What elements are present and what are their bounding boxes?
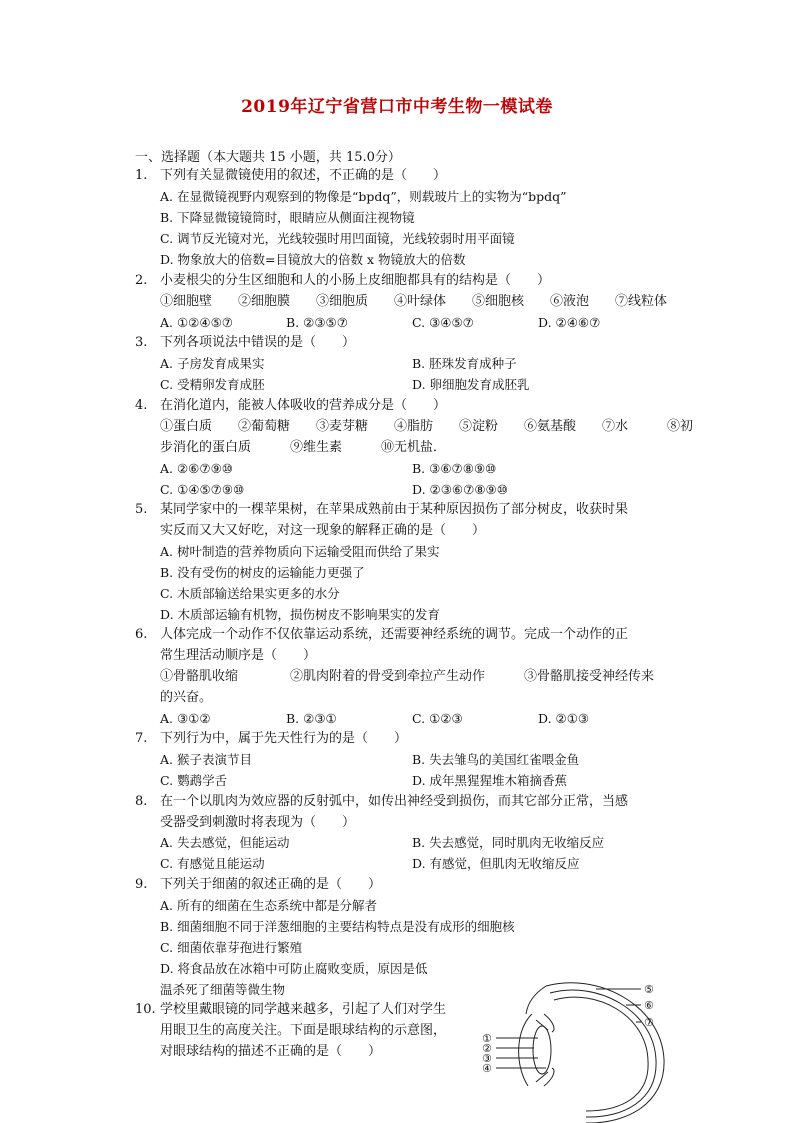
question-stem-line: 对眼球结构的描述不正确的是（ ） [160, 1044, 382, 1059]
eye-structure-diagram [476, 974, 668, 1123]
answer-option: A. 子房发育成果实 [160, 356, 265, 371]
answer-option: A. 所有的细菌在生态系统中都是分解者 [160, 898, 377, 913]
answer-option: A. ③①② [160, 711, 211, 726]
cornea-line [519, 1014, 532, 1086]
section-heading: 一、选择题（本大题共 15 小题，共 15.0分） [135, 150, 401, 165]
answer-option: D. 将食品放在冰箱中可防止腐败变质，原因是低 [160, 961, 428, 976]
figure-label-6: ⑥ [644, 999, 654, 1012]
question-stem-line: 下列各项说法中错误的是（ ） [160, 335, 356, 350]
answer-option: B. ②③⑤⑦ [286, 315, 348, 330]
answer-option: C. ①②③ [412, 711, 463, 726]
question-stem-line: 的兴奋。 [160, 690, 213, 705]
answer-option: C. ③④⑤⑦ [412, 315, 474, 330]
question-stem-line: 某同学家中的一棵苹果树，在苹果成熟前由于某种原因损伤了部分树皮，收获时果 [160, 502, 629, 517]
question-stem-line: 下列关于细菌的叙述正确的是（ ） [160, 877, 382, 892]
question-number: 2. [135, 273, 148, 288]
question-number: 8. [135, 794, 148, 809]
question-stem-line: 步消化的蛋白质 ⑨维生素 ⑩无机盐． [160, 440, 447, 455]
answer-option: C. 有感觉且能运动 [160, 856, 265, 871]
question-number: 1. [135, 168, 148, 183]
answer-option: B. 细菌细胞不同于洋葱细胞的主要结构特点是没有成形的细胞核 [160, 919, 515, 934]
answer-option: B. 胚珠发育成种子 [412, 356, 517, 371]
answer-option: D. ②④⑥⑦ [538, 315, 601, 330]
question-number: 3. [135, 335, 148, 350]
answer-option: B. 下降显微镜镜筒时，眼睛应从侧面注视物镜 [160, 210, 415, 225]
figure-label-4: ④ [482, 1062, 492, 1075]
question-stem-line: 常生理活动顺序是（ ） [160, 648, 317, 663]
sclera-line-front [526, 986, 546, 1014]
answer-option: B. ②③① [286, 711, 337, 726]
question-stem-line: 实反而又大又好吃，对这一现象的解释正确的是（ ） [160, 523, 486, 538]
figure-label-3: ③ [482, 1052, 492, 1065]
answer-option: A. ②⑥⑦⑨⑩ [160, 461, 234, 476]
answer-option: A. 猴子表演节目 [160, 752, 252, 767]
figure-label-5: ⑤ [644, 983, 654, 996]
question-stem-line: ①细胞壁 ②细胞膜 ③细胞质 ④叶绿体 ⑤细胞核 ⑥液泡 ⑦线粒体 [160, 294, 668, 309]
ciliary-lines [544, 1014, 554, 1086]
answer-option: D. ②③⑥⑦⑧⑨⑩ [412, 482, 508, 497]
figure-label-7: ⑦ [644, 1016, 654, 1029]
question-number: 6. [135, 627, 148, 642]
question-stem-line: 受器受到刺激时将表现为（ ） [160, 815, 356, 830]
question-number: 9. [135, 877, 148, 892]
question-stem-line: 小麦根尖的分生区细胞和人的小肠上皮细胞都具有的结构是（ ） [160, 273, 551, 288]
figure-label-2: ② [482, 1042, 492, 1055]
figure-label-1: ① [482, 1032, 492, 1045]
page-title: 2019年辽宁省营口市中考生物一模试卷 [241, 97, 553, 117]
answer-option: D. ②①③ [538, 711, 590, 726]
answer-option: B. 没有受伤的树皮的运输能力更强了 [160, 565, 365, 580]
answer-option: C. ①④⑤⑦⑨⑩ [160, 482, 245, 497]
answer-option: B. ③⑥⑦⑧⑨⑩ [412, 461, 497, 476]
question-stem-line: 人体完成一个动作不仅依靠运动系统，还需要神经系统的调节。完成一个动作的正 [160, 627, 629, 642]
question-stem-line: 在消化道内，能被人体吸收的营养成分是（ ） [160, 398, 447, 413]
question-stem-line: 学校里戴眼镜的同学越来越多，引起了人们对学生 [160, 1002, 447, 1017]
answer-option: C. 木质部输送给果实更多的水分 [160, 586, 340, 601]
answer-option: A. 树叶制造的营养物质向下运输受阻而供给了果实 [160, 544, 440, 559]
answer-option: A. ①②④⑤⑦ [160, 315, 234, 330]
question-stem-line: 下列有关显微镜使用的叙述，不正确的是（ ） [160, 168, 447, 183]
question-stem-line: 在一个以肌肉为效应器的反射弧中，如传出神经受到损伤，而其它部分正常，当感 [160, 794, 629, 809]
lens-shape [533, 1026, 551, 1074]
answer-option: C. 细菌依靠芽孢进行繁殖 [160, 940, 303, 955]
answer-option: C. 鹦鹉学舌 [160, 773, 228, 788]
answer-option: C. 调节反光镜对光，光线较强时用凹面镜，光线较弱时用平面镜 [160, 231, 515, 246]
answer-option: A. 失去感觉，但能运动 [160, 835, 290, 850]
answer-option: A. 在显微镜视野内观察到的物像是“bpdq”，则载玻片上的实物为“bpdq” [160, 189, 567, 204]
answer-option: D. 卵细胞发育成胚乳 [412, 377, 530, 392]
question-stem-line: ①蛋白质 ②葡萄糖 ③麦芽糖 ④脂肪 ⑤淀粉 ⑥氨基酸 ⑦水 ⑧初 [160, 419, 694, 434]
question-number: 10. [135, 1002, 156, 1017]
answer-option: D. 成年黑猩猩堆木箱摘香蕉 [412, 773, 568, 788]
answer-option: C. 受精卵发育成胚 [160, 377, 265, 392]
question-stem-line: 下列行为中，属于先天性行为的是（ ） [160, 731, 408, 746]
answer-option: D. 有感觉，但肌肉无收缩反应 [412, 856, 580, 871]
question-number: 5. [135, 502, 148, 517]
answer-option: 温杀死了细菌等微生物 [160, 982, 286, 997]
answer-option: D. 物象放大的倍数=目镜放大的倍数 x 物镜放大的倍数 [160, 252, 466, 267]
question-stem-line: ①骨骼肌收缩 ②肌肉附着的骨受到牵拉产生动作 ③骨骼肌接受神经传来 [160, 669, 655, 684]
answer-option: B. 失去雏鸟的美国红雀喂金鱼 [412, 752, 580, 767]
answer-option: B. 失去感觉，同时肌肉无收缩反应 [412, 835, 605, 850]
answer-option: D. 木质部运输有机物，损伤树皮不影响果实的发育 [160, 607, 441, 622]
question-number: 4. [135, 398, 148, 413]
question-stem-line: 用眼卫生的高度关注。下面是眼球结构的示意图， [160, 1023, 447, 1038]
question-number: 7. [135, 731, 148, 746]
